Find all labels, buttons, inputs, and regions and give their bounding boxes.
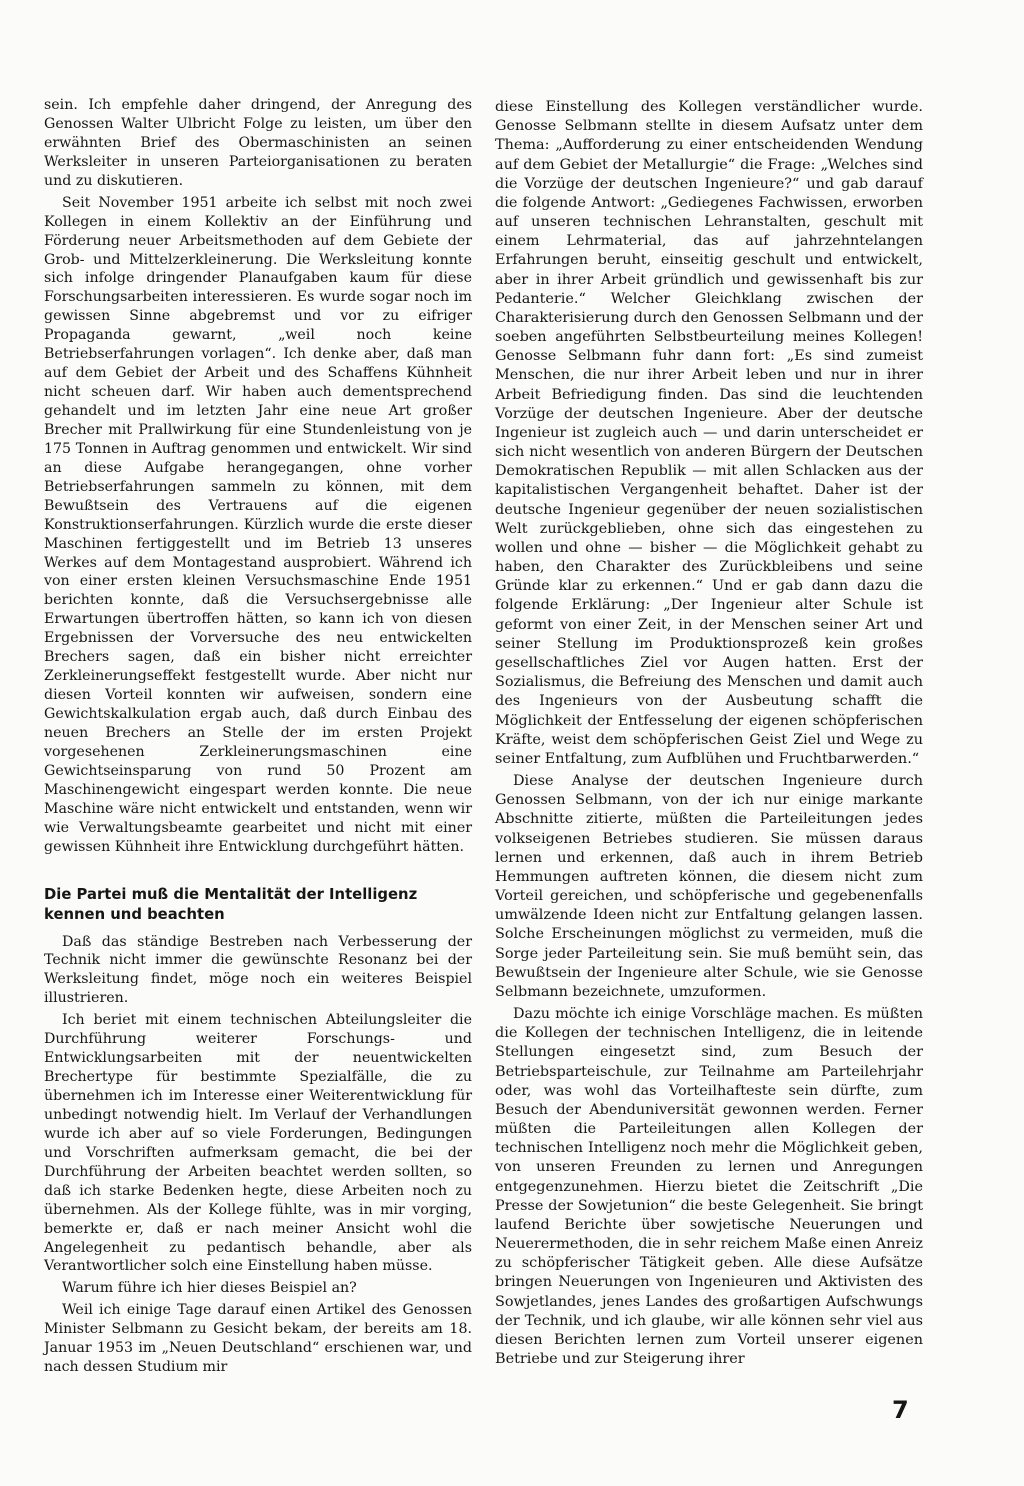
paragraph: sein. Ich empfehle daher dringend, der Anregung des Genossen Walter Ulbricht Folge zu leisten, um über den erwähnten Brief des Obermaschinisten an seinen Werksleiter in unseren Parteiorganisationen zu beraten und zu diskutieren.	[44, 97, 472, 189]
left-column	[44, 96, 472, 1377]
paragraph: Warum führe ich hier dieses Beispiel an?	[62, 1280, 357, 1297]
paragraph: Weil ich einige Tage darauf einen Artikel des Genossen Minister Selbmann zu Gesicht bekam, der bereits am 18. Januar 1953 im „Neuen Deutschland“ erschienen war, und nach dessen Studium mir	[44, 1302, 472, 1376]
paragraph: Ich beriet mit einem technischen Abteilungsleiter die Durchführung weiterer Forschungs- und Entwicklungsarbeiten mit der neuentwickelten Brechertype für bestimmte Spezialfälle, die zu übernehmen ich im Interesse einer Weiterentwicklung für unbedingt notwendig hielt. Im Verlauf der Verhandlungen wurde ich aber auf so viele Forderungen, Bedingungen und Vorschriften aufmerksam gemacht, die bei der Durchführung der Arbeiten beachtet werden sollten, so daß ich starke Bedenken hegte, diese Arbeiten noch zu übernehmen. Als der Kollege fühlte, was in mir vorging, bemerkte er, daß er nach meiner Ansicht wohl die Angelegenheit zu pedantisch behandle, aber als Verantwortlicher solch eine Einstellung haben müsse.	[44, 1012, 472, 1275]
paragraph: Daß das ständige Bestreben nach Verbesserung der Technik nicht immer die gewünschte Resonanz bei der Werksleitung findet, möge noch ein weiteres Beispiel illustrieren.	[44, 933, 472, 1007]
right-column	[495, 98, 923, 1369]
paragraph: Seit November 1951 arbeite ich selbst mit noch zwei Kollegen in einem Kollektiv an der Einführung und Förderung neuer Arbeitsmethoden auf dem Gebiete der Grob- und Mittelzerkleinerung. Die Werksleitung konnte sich infolge dringender Planaufgaben kaum für diese Forschungsarbeiten interessieren. Es wurde sogar noch im gewissen Sinne abgebremst und vor zu eifriger Propaganda gewarnt, „weil noch keine Betriebserfahrungen vorlagen“. Ich denke aber, daß man auf dem Gebiet der Arbeit und des Schaffens Kühnheit nicht scheuen darf. Wir haben auch dementsprechend gehandelt und im letzten Jahr eine neue Art großer Brecher mit Prallwirkung für eine Stundenleistung von je 175 Tonnen in Auftrag genommen und entwickelt. Wir sind an diese Aufgabe herangegangen, ohne vorher Betriebserfahrungen sammeln zu können, mit dem Bewußtsein des Vertrauens auf die eigenen Konstruktionserfahrungen. Kürzlich wurde die erste dieser Maschinen fertiggestellt und im Betrieb 13 unseres Werkes auf dem Montagestand ausprobiert. Während ich von einer ersten kleinen Versuchsmaschine Ende 1951 berichten konnte, daß die Versuchsergebnisse alle Erwartungen übertroffen hätten, so kann ich von diesen Ergebnissen der Vorversuche des neu entwickelten Brechers sagen, daß ein bisher nicht erreichter Zerkleinerungseffekt festgestellt wurde. Aber nicht nur diesen Vorteil konnten wir aufweisen, sondern eine Gewichtskalkulation ergab auch, daß durch Einbau des neuen Brechers an Stelle der im ersten Projekt vorgesehenen Zerkleinerungsmaschinen eine Gewichtseinsparung von rund 50 Prozent am Maschinengewicht eingespart werden konnte. Die neue Maschine wäre nicht entwickelt und entstanden, wenn wir wie Verwaltungsbeamte gearbeitet und nicht mit einer gewissen Kühnheit ihre Entwicklung durchgeführt hätten.	[44, 194, 472, 855]
page-number: 7	[892, 1396, 909, 1424]
paragraph: Diese Analyse der deutschen Ingenieure durch Genossen Selbmann, von der ich nur einige markante Abschnitte zitierte, müßten die Parteileitungen jedes volkseigenen Betriebes studieren. Sie müssen daraus lernen und erkennen, daß auch in ihrem Betrieb Hemmungen auftreten können, die diesem nicht zum Vorteil gereichen, und schöpferische und gegebenenfalls umwälzende Ideen nicht zur Entfaltung gelangen lassen. Solche Erscheinungen möglichst zu vermeiden, muß die Sorge jeder Parteileitung sein. Sie muß bemüht sein, das Bewußtsein der Ingenieure alter Schule, wie sie Genosse Selbmann bezeichnete, umzuformen.	[495, 773, 923, 1000]
paragraph: diese Einstellung des Kollegen verständlicher wurde. Genosse Selbmann stellte in diesem Aufsatz unter dem Thema: „Aufforderung zu einer entscheidenden Wendung auf dem Gebiet der Metallurgie“ die Frage: „Welches sind die Vorzüge der deutschen Ingenieure?“ und gab darauf die folgende Antwort: „Gediegenes Fachwissen, erworben auf unseren technischen Lehranstalten, geschult mit einem Lehrmaterial, das auf jahrzehntelangen Erfahrungen beruht, einseitig geschult und entwickelt, aber in ihrer Arbeit gründlich und gewissenhaft bis zur Pedanterie.“ Welcher Gleichklang zwischen der Charakterisierung durch den Genossen Selbmann und der soeben angeführten Selbstbeurteilung meines Kollegen! Genosse Selbmann fuhr dann fort: „Es sind zumeist Menschen, die nur ihrer Arbeit leben und nur in ihrer Arbeit Befriedigung finden. Das sind die leuchtenden Vorzüge der deutschen Ingenieure. Aber der deutsche Ingenieur ist zugleich auch — und darin unterscheidet er sich nicht wesentlich von anderen Bürgern der Deutschen Demokratischen Republik — mit allen Schlacken aus der kapitalistischen Vergangenheit behaftet. Daher ist der deutsche Ingenieur gegenüber der neuen sozialistischen Welt zurückgeblieben, ohne sich das eingestehen zu wollen und ohne — bisher — die Möglichkeit gehabt zu haben, den Charakter des Zurückbleibens und seine Gründe klar zu erkennen.“ Und er gab dann dazu die folgende Erklärung: „Der Ingenieur alter Schule ist geformt von einer Zeit, in der Menschen seiner Art und seiner Stellung im Produktionsprozeß kein großes gesellschaftliches Ziel vor Augen hatten. Erst der Sozialismus, die Befreiung des Menschen und damit auch des Ingenieurs von der Ausbeutung schafft die Möglichkeit der Entfesselung der eigenen schöpferischen Kräfte, weist dem schöpferischen Geist Ziel und Wege zu seiner Entfaltung, zum Aufblühen und Fruchtbarwerden.“	[495, 99, 923, 767]
section-heading: Die Partei muß die Mentalität der Intelligenz kennen und beachten	[44, 885, 418, 923]
paragraph: Dazu möchte ich einige Vorschläge machen. Es müßten die Kollegen der technischen Intelligenz, die in leitende Stellungen eingesetzt sind, zum Besuch der Betriebsparteischule, zur Teilnahme am Parteilehrjahr oder, was wohl das Vorteilhafteste sein dürfte, zum Besuch der Abenduniversität gewonnen werden. Ferner müßten die Parteileitungen allen Kollegen der technischen Intelligenz noch mehr die Möglichkeit geben, von unseren Freunden zu lernen und Anregungen entgegenzunehmen. Hierzu bietet die Zeitschrift „Die Presse der Sowjetunion“ die beste Gelegenheit. Sie bringt laufend Berichte über sowjetische Neuerungen und Neuerermethoden, die in sehr reichem Maße einen Anreiz zu schöpferischer Tätigkeit geben. Alle diese Aufsätze bringen Neuerungen von Ingenieuren und Aktivisten des Sowjetlandes, jenes Landes des großartigen Aufschwungs der Technik, und ich glaube, wir alle können sehr viel aus diesen Berichten lernen zum Vorteil unserer eigenen Betriebe und zur Steigerung ihrer	[495, 1006, 923, 1368]
